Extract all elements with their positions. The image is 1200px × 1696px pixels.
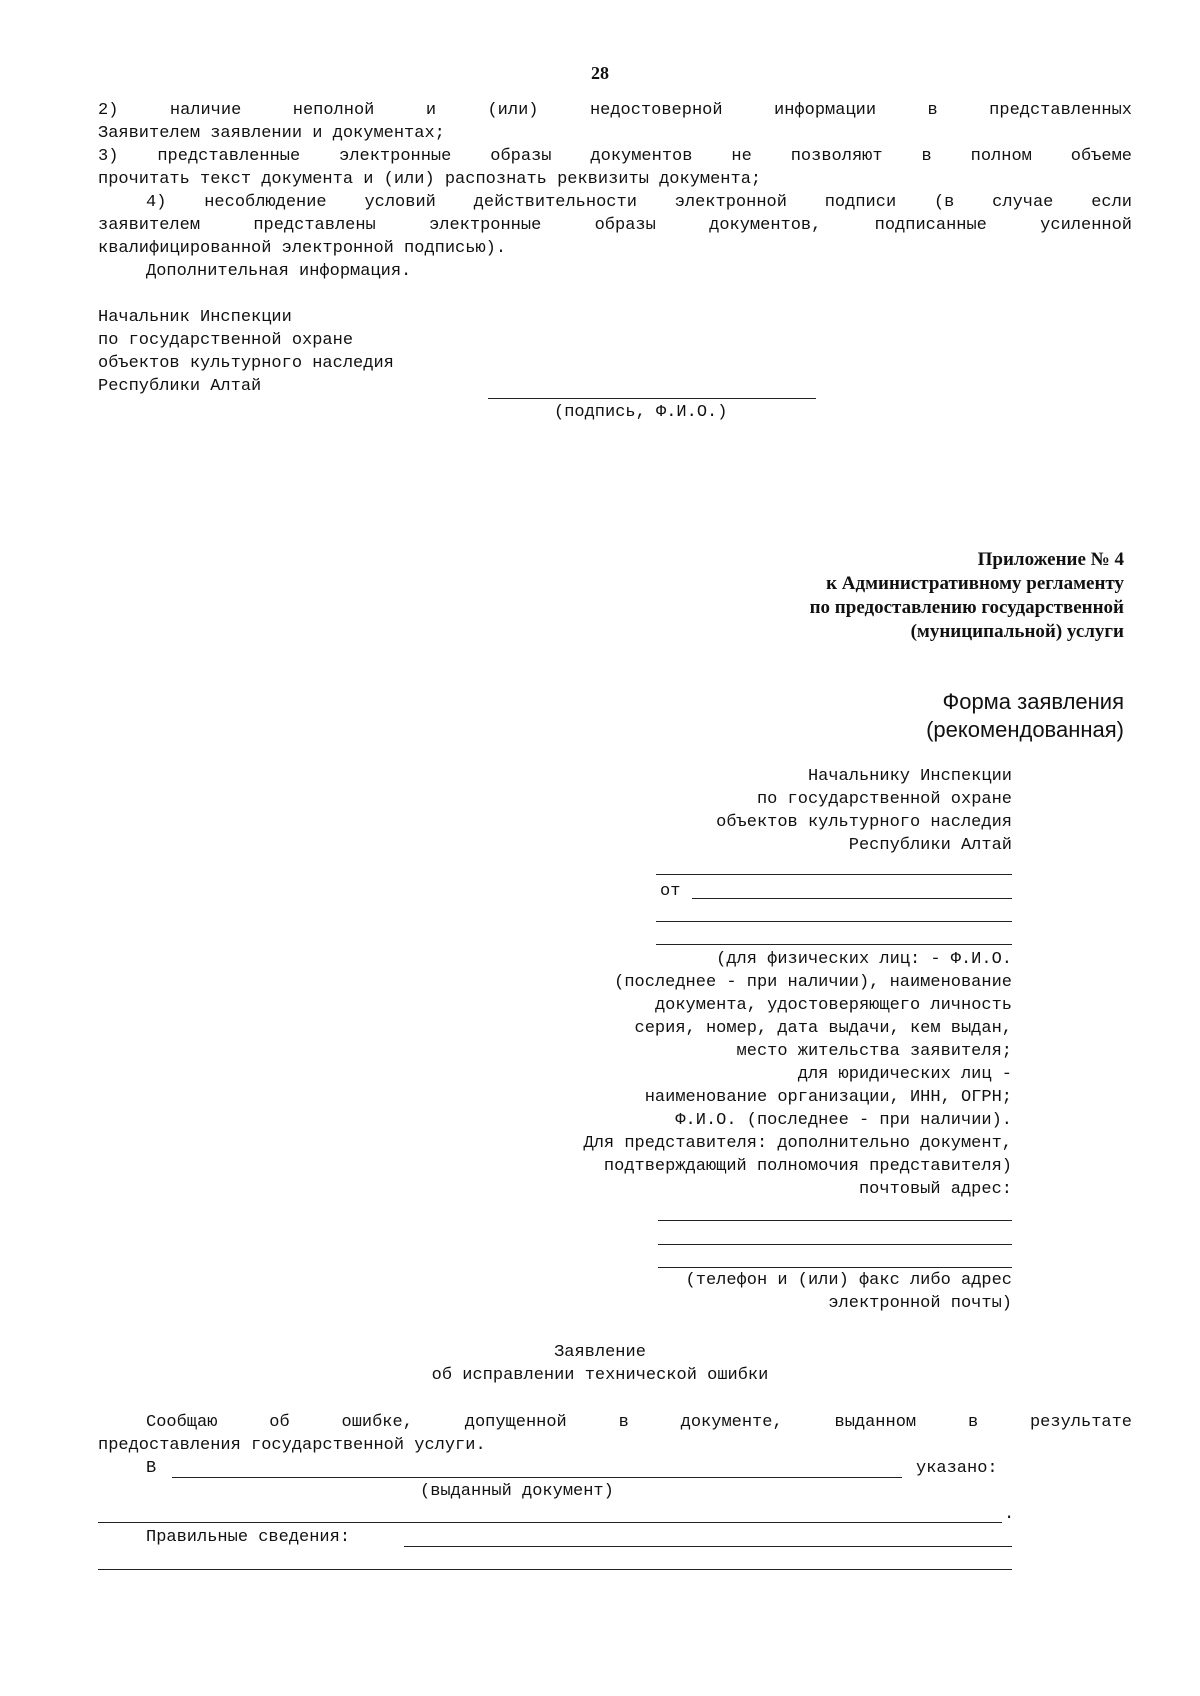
form-title-line-1: Форма заявления	[942, 689, 1124, 714]
statement-title-line-1: Заявление	[554, 1343, 646, 1362]
applicant-hint-line-8: Ф.И.О. (последнее - при наличии).	[675, 1111, 1012, 1130]
signatory-line-1: Начальник Инспекции	[98, 308, 292, 327]
statement-title-line-2: об исправлении технической ошибки	[431, 1366, 769, 1385]
contact-hint-line-2: электронной почты)	[828, 1294, 1012, 1313]
indicated-label: указано:	[916, 1459, 998, 1478]
from-label: от	[660, 882, 681, 901]
applicant-hint-line-9: Для представителя: дополнительно документ,	[583, 1134, 1012, 1153]
reason-2-line-1: 2) наличие неполной и (или) недостоверной информации в представленных	[98, 101, 1132, 120]
reason-4-line-2: заявителем представлены электронные образы документов, подписанные усиленной	[98, 216, 1132, 235]
signature-caption: (подпись, Ф.И.О.)	[554, 403, 728, 422]
in-label: В	[146, 1459, 157, 1478]
issued-document-caption: (выданный документ)	[420, 1482, 614, 1501]
addressee-line-2: по государственной охране	[756, 790, 1012, 809]
appendix-line-1: Приложение № 4	[977, 549, 1124, 570]
applicant-hint-line-4: серия, номер, дата выдачи, кем выдан,	[634, 1019, 1012, 1038]
contact-line[interactable]	[658, 1267, 1012, 1268]
signatory-line-3: объектов культурного наследия	[98, 354, 394, 373]
postal-address-label: почтовый адрес:	[858, 1180, 1012, 1199]
contact-hint-line-1: (телефон и (или) факс либо адрес	[685, 1271, 1012, 1290]
correct-info-label: Правильные сведения:	[146, 1528, 351, 1547]
reason-2-line-2: Заявителем заявлении и документах;	[98, 124, 445, 143]
applicant-hint-line-5: место жительства заявителя;	[736, 1042, 1012, 1061]
reason-3-line-1: 3) представленные электронные образы документов не позволяют в полном объеме	[98, 147, 1132, 166]
form-title-line-2: (рекомендованная)	[926, 717, 1124, 742]
correct-info-line-1[interactable]	[404, 1546, 1012, 1547]
addressee-line-1: Начальнику Инспекции	[807, 767, 1012, 786]
statement-body-line-1: Сообщаю об ошибке, допущенной в документе, выданном в результате	[146, 1413, 1132, 1432]
applicant-hint-line-1: (для физических лиц: - Ф.И.О.	[716, 950, 1012, 969]
error-line-period: .	[1004, 1505, 1015, 1524]
postal-address-line-2[interactable]	[658, 1244, 1012, 1245]
appendix-line-3: по предоставлению государственной	[809, 597, 1124, 618]
addressee-line-4: Республики Алтай	[848, 836, 1012, 855]
error-description-line[interactable]	[98, 1522, 1002, 1523]
reason-4-line-1: 4) несоблюдение условий действительности электронной подписи (в случае если	[146, 193, 1132, 212]
page-number: 28	[591, 63, 609, 83]
from-field-line[interactable]	[692, 898, 1012, 899]
correct-info-line-2[interactable]	[98, 1569, 1012, 1570]
signature-line	[488, 398, 816, 399]
addressee-line-3: объектов культурного наследия	[716, 813, 1012, 832]
appendix-line-2: к Административному регламенту	[826, 573, 1124, 594]
additional-info: Дополнительная информация.	[146, 262, 412, 281]
applicant-blank-line-1[interactable]	[656, 921, 1012, 922]
applicant-hint-line-10: подтверждающий полномочия представителя)	[603, 1157, 1012, 1176]
postal-address-line-1[interactable]	[658, 1220, 1012, 1221]
reason-3-line-2: прочитать текст документа и (или) распознать реквизиты документа;	[98, 170, 762, 189]
signatory-line-2: по государственной охране	[98, 331, 354, 350]
applicant-hint-line-3: документа, удостоверяющего личность	[654, 996, 1012, 1015]
appendix-line-4: (муниципальной) услуги	[910, 621, 1124, 642]
addressee-blank-line-1[interactable]	[656, 874, 1012, 875]
signatory-line-4: Республики Алтай	[98, 377, 262, 396]
statement-body-line-2: предоставления государственной услуги.	[98, 1436, 486, 1455]
applicant-hint-line-6: для юридических лиц -	[797, 1065, 1012, 1084]
applicant-hint-line-2: (последнее - при наличии), наименование	[614, 973, 1012, 992]
issued-document-line[interactable]	[172, 1477, 902, 1478]
applicant-blank-line-2[interactable]	[656, 944, 1012, 945]
reason-4-line-3: квалифицированной электронной подписью).	[98, 239, 507, 258]
applicant-hint-line-7: наименование организации, ИНН, ОГРН;	[644, 1088, 1012, 1107]
